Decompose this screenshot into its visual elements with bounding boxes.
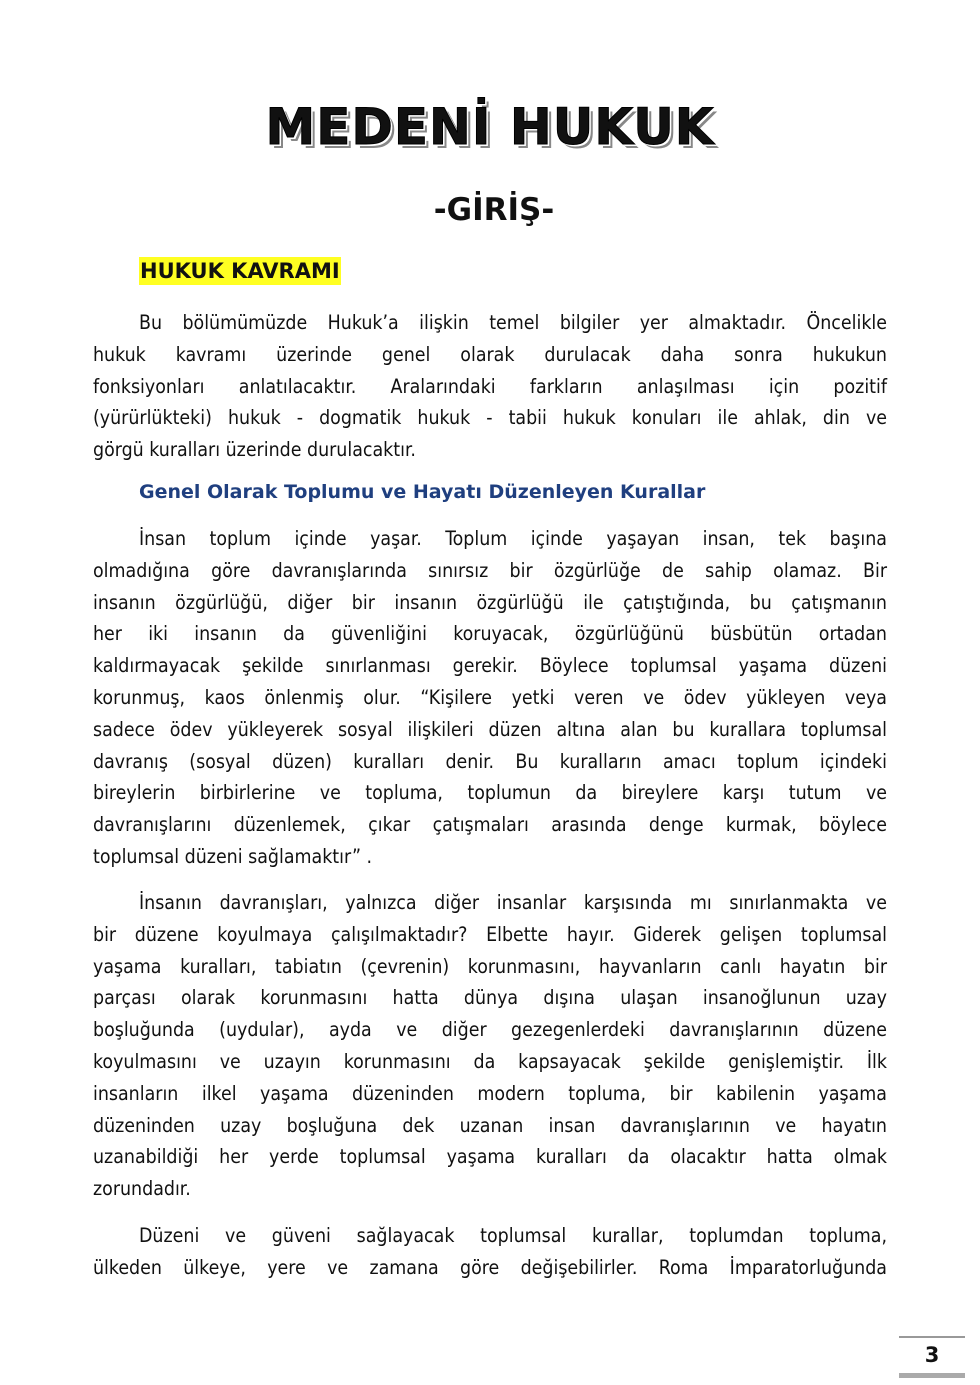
text-line: bireylerin birbirlerine ve topluma, toplumun da bireylere karşı tutum ve [93, 781, 887, 805]
text-line: korunmuş, kaos önlenmiş olur. “Kişilere yetki veren ve ödev yükleyen veya [93, 685, 887, 709]
page-number-box [899, 1336, 965, 1378]
document-subtitle [0, 192, 980, 228]
subtitle-text: -GİRİŞ- [433, 192, 555, 228]
document-title: MEDENİ HUKUK [265, 98, 715, 156]
paragraph-3 [93, 887, 887, 1205]
text-line: görgü kuralları üzerinde durulacaktır. [93, 438, 416, 462]
text-line: İnsanın davranışları, yalnızca diğer insanlar karşısında mı sınırlanmakta ve [139, 891, 887, 914]
text-line: davranışlarını düzenlemek, çıkar çatışmaları arasında denge kurmak, böylece [93, 813, 887, 837]
paragraph-4 [93, 1220, 887, 1284]
text-line: insanların ilkel yaşama düzeninden modern topluma, bir kabilenin yaşama [93, 1081, 887, 1105]
text-line: (yürürlükteki) hukuk - dogmatik hukuk - tabii hukuk konuları ile ahlak, din ve [93, 406, 887, 430]
text-line: parçası olarak korunmasını hatta dünya dışına ulaşan insanoğlunun uzay [93, 986, 887, 1010]
text-line: koyulmasını ve uzayın korunmasını da kapsayacak şekilde genişlemiştir. İlk [93, 1049, 887, 1073]
text-line: zorundadır. [93, 1177, 191, 1201]
text-line: toplumsal düzeni sağlamaktır” . [93, 844, 373, 868]
text-line: kaldırmayacak şekilde sınırlanması gerekir. Böylece toplumsal yaşama düzeni [93, 654, 887, 678]
text-line: boşluğunda (uydular), ayda ve diğer gezegenlerdeki davranışlarının düzene [93, 1018, 887, 1042]
text-line: düzeninden uzay boşluğuna dek uzanan insan davranışlarının ve hayatın [93, 1113, 887, 1137]
text-line: yaşama kuralları, tabiatın (çevrenin) korunmasını, hayvanların canlı hayatın bir [93, 954, 887, 978]
text-line: ülkeden ülkeye, yere ve zamana göre değişebilirler. Roma İmparatorluğunda [93, 1255, 887, 1279]
paragraph-2 [93, 523, 887, 873]
page-number-rule-top [899, 1336, 965, 1338]
page-number: 3 [924, 1343, 940, 1367]
text-line: insanın özgürlüğü, diğer bir insanın özgürlüğü ile çatıştığında, bu çatışmanın [93, 590, 887, 614]
text-line: her iki insanın da güvenliğini koruyacak, özgürlüğünü büsbütün ortadan [93, 622, 887, 646]
text-line: davranış (sosyal düzen) kuralları denir. Bu kuralların amacı toplum içindeki [93, 749, 887, 773]
text-line: fonksiyonları anlatılacaktır. Aralarındaki farkların anlaşılması için pozitif [93, 374, 887, 398]
paragraph-1 [93, 307, 887, 466]
text-line: Bu bölümümüzde Hukuk’a ilişkin temel bilgiler yer almaktadır. Öncelikle [139, 311, 887, 334]
text-line: bir düzene koyulmaya çalışılmaktadır? Elbette hayır. Giderek gelişen toplumsal [93, 922, 887, 946]
text-line: İnsan toplum içinde yaşar. Toplum içinde yaşayan insan, tek başına [139, 527, 887, 550]
page-number-rule-bottom [899, 1373, 965, 1378]
text-line: hukuk kavramı üzerinde genel olarak durulacak daha sonra hukukun [93, 342, 887, 366]
text-line: Düzeni ve güveni sağlayacak toplumsal kurallar, toplumdan topluma, [139, 1224, 887, 1247]
section-heading: HUKUK KAVRAMI [140, 259, 340, 283]
text-line: sadece ödev yükleyerek sosyal ilişkileri düzen altına alan bu kurallara toplumsal [93, 717, 887, 741]
subsection-heading: Genel Olarak Toplumu ve Hayatı Düzenleyen Kurallar [139, 481, 706, 503]
text-line: olmadığına göre davranışlarında sınırsız bir özgürlüğe de sahip olamaz. Bir [93, 558, 887, 582]
text-line: uzanabildiği her yerde toplumsal yaşama kuralları da olacaktır hatta olmak [93, 1145, 887, 1169]
